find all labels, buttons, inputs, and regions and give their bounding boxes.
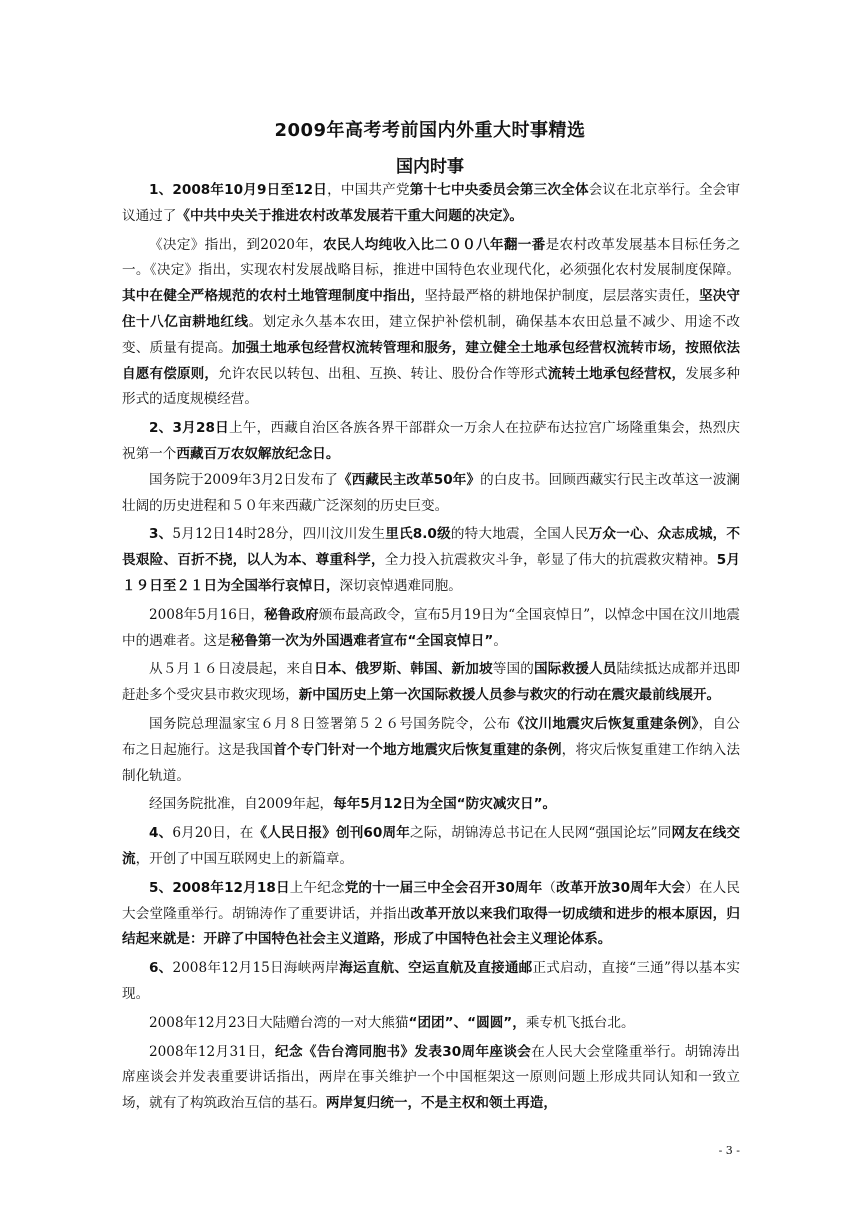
bold-text-run: 流转土地承包经营权， (547, 365, 686, 382)
bold-text-run: 《中共中央关于推进农村改革发展若干重大问题的决定》。 (176, 207, 524, 224)
bold-text-run: 里氏8.0级 (385, 526, 451, 543)
paragraph (122, 178, 740, 230)
paragraph (122, 1040, 740, 1117)
text-run: 之际，胡锦涛总书记在人民网“强国论坛”同 (409, 825, 672, 842)
text-run: 正式启动，直接“三通”得以基本实现。 (122, 960, 740, 1002)
bold-text-run: 纪念《告台湾同胞书》发表30周年座谈会 (275, 1043, 532, 1060)
text-run: 上午纪念 (289, 879, 345, 896)
paragraph (122, 792, 740, 818)
text-run: 坚持最严格的耕地保护制度，层层落实责任， (424, 288, 699, 305)
text-run: 《决定》指出，到2020年， (149, 236, 324, 253)
text-run: ，自公布之日起施行。这是我国 (122, 715, 741, 758)
bold-text-run: 第十七中央委员会第三次全体 (409, 182, 589, 198)
text-run: 2008年12月15日海峡两岸 (172, 960, 340, 977)
text-run: ，将灾后恢复重建工作纳入法制化轨道。 (122, 741, 741, 784)
text-run: 2008年12月31日， (149, 1043, 275, 1060)
bold-text-run: 加强土地承包经营权流转管理和服务，建立健全土地承包经营权流转市场，按照依法自愿有偿原则， (122, 339, 741, 382)
section-heading: 国内时事 (396, 157, 464, 177)
paragraph (122, 821, 740, 873)
page-number: - 3 - (718, 1144, 740, 1157)
text-run: （ (542, 879, 557, 896)
bold-text-run: 海运直航、空运直航及直接通邮 (339, 960, 533, 977)
bold-text-run: 首个专门针对一个地方地震灾后恢复重建的条例 (273, 741, 562, 758)
paragraph (122, 1011, 740, 1037)
paragraph (122, 657, 740, 709)
text-run: 陆续抵达成都并迅即赶赴多个受灾县市救灾现场， (122, 661, 741, 704)
text-run: 等国的 (492, 661, 534, 678)
text-run: 在人民大会堂隆重举行。胡锦涛出席座谈会并发表重要讲话指出，两岸在事关维护一个中国框架这一原则问题上形成共同认知和一致立场，就有了构筑政治互信的基石。 (122, 1043, 741, 1112)
document-body (122, 178, 740, 1117)
text-run: 。 (493, 632, 507, 649)
text-run: 会议在北京举行。全会审议通过了 (122, 182, 741, 224)
paragraph (122, 956, 740, 1008)
bold-text-run: 2、3月28日 (149, 420, 229, 437)
bold-text-run: 5、2008年12月18日 (149, 879, 290, 896)
bold-text-run: 3、 (149, 526, 173, 543)
text-run: ，中国共产党 (327, 182, 410, 198)
text-run: ）在人民大会堂隆重举行。胡锦涛作了重要讲话，并指出 (122, 879, 741, 922)
bold-text-run: 新中国历史上第一次国际救援人员参与救灾的行动在震灾最前线展开。 (298, 687, 721, 704)
text-run: 2008年5月16日， (149, 606, 265, 623)
text-run: ，开创了中国互联网史上的新篇章。 (135, 850, 354, 867)
bold-text-run: 农民人均纯收入比二００八年翻一番 (323, 236, 546, 253)
text-run: 国务院于2009年3月2日发布了 (149, 471, 338, 488)
text-run: 的特大地震，全国人民 (450, 526, 589, 543)
document-title: 2009年高考考前国内外重大时事精选 (274, 120, 586, 141)
bold-text-run: 改革开放30周年大会 (556, 879, 686, 896)
bold-text-run: 1、2008年10月9日至12日 (149, 182, 328, 198)
text-run: 是农村改革发展基本目标任务之一。《决定》指出，实现农村发展战略目标，推进中国特色农业现代化，必须强化农村发展制度保障。 (122, 236, 740, 279)
bold-text-run: 改革开放以来我们取得一切成绩和进步的根本原因，归结起来就是：开辟了中国特色社会主义道路，形成了中国特色社会主义理论体系。 (122, 905, 741, 948)
bold-text-run: 6、 (149, 960, 173, 977)
paragraph (122, 522, 740, 599)
bold-text-run: 两岸复归统一，不是主权和领土再造， (325, 1095, 557, 1112)
text-run: 允许农民以转包、出租、互换、转让、股份合作等形式 (218, 365, 548, 382)
text-run: 的白皮书。回顾西藏实行民主改革这一波澜壮阔的历史进程和５０年来西藏广泛深刻的历史巨变。 (122, 471, 740, 514)
text-run: 。划定永久基本农田，建立保护补偿机制，确保基本农田总量不减少、用途不改变、质量有提高。 (122, 313, 741, 356)
bold-text-run: 其中在健全严格规范的农村土地管理制度中指出， (122, 288, 425, 305)
bold-text-run: 秘鲁第一次为外国遇难者宣布“全国哀悼日” (230, 632, 494, 649)
text-run: 颁布最高政令，宣布5月19日为“全国哀悼日”，以悼念中国在汶川地震中的遇难者。这是 (122, 606, 741, 649)
bold-text-run: 日本、俄罗斯、韩国、新加坡 (313, 661, 493, 678)
text-run: 经国务院批准，自2009年起， (149, 796, 334, 813)
bold-text-run: 坚决守住十八亿亩耕地红线 (122, 288, 741, 330)
bold-text-run: 西藏百万农奴解放纪念日。 (176, 445, 340, 462)
bold-text-run: 万众一心、众志成城，不畏艰险、百折不挠，以人为本、尊重科学， (122, 526, 741, 569)
bold-text-run: 每年5月12日为全国“防灾减灾日”。 (333, 796, 557, 813)
paragraph (122, 416, 740, 468)
paragraph (122, 603, 740, 655)
bold-text-run: 《西藏民主改革50年》 (337, 471, 481, 488)
paragraph (122, 712, 740, 789)
text-run: 全力投入抗震救灾斗争，彰显了伟大的抗震救灾精神。 (384, 552, 717, 569)
bold-text-run: 党的十一届三中全会召开30周年 (344, 879, 543, 896)
text-run: 深切哀悼遇难同胞。 (339, 577, 462, 594)
text-run: 2008年12月23日大陆赠台湾的一对大熊猫 (149, 1014, 409, 1031)
text-run: 从５月１６日凌晨起，来自 (149, 661, 314, 678)
bold-text-run: 《汶川地震灾后恢复重建条例》 (510, 715, 699, 732)
bold-text-run: “团团”、“圆圆”， (408, 1014, 526, 1031)
bold-text-run: 《人民日报》创刊60周年 (253, 825, 410, 842)
bold-text-run: 网友在线交流 (122, 825, 740, 867)
text-run: 5月12日14时28分，四川汶川发生 (172, 526, 386, 543)
paragraph (122, 468, 740, 520)
text-run: 发展多种形式的适度规模经营。 (122, 365, 741, 408)
bold-text-run: 4、 (149, 825, 173, 842)
bold-text-run: 国际救援人员 (533, 661, 617, 678)
paragraph (122, 233, 740, 414)
bold-text-run: 5月１９日至２１日为全国举行哀悼日， (122, 552, 741, 594)
text-run: 国务院总理温家宝６月８日签署第５２６号国务院令，公布 (149, 715, 511, 732)
bold-text-run: 秘鲁政府 (264, 606, 319, 623)
text-run: 乘专机飞抵台北。 (525, 1014, 635, 1031)
text-run: 6月20日，在 (172, 825, 254, 842)
text-run: 上午，西藏自治区各族各界干部群众一万余人在拉萨布达拉宫广场隆重集会，热烈庆祝第一个 (122, 420, 740, 462)
paragraph (122, 876, 740, 953)
